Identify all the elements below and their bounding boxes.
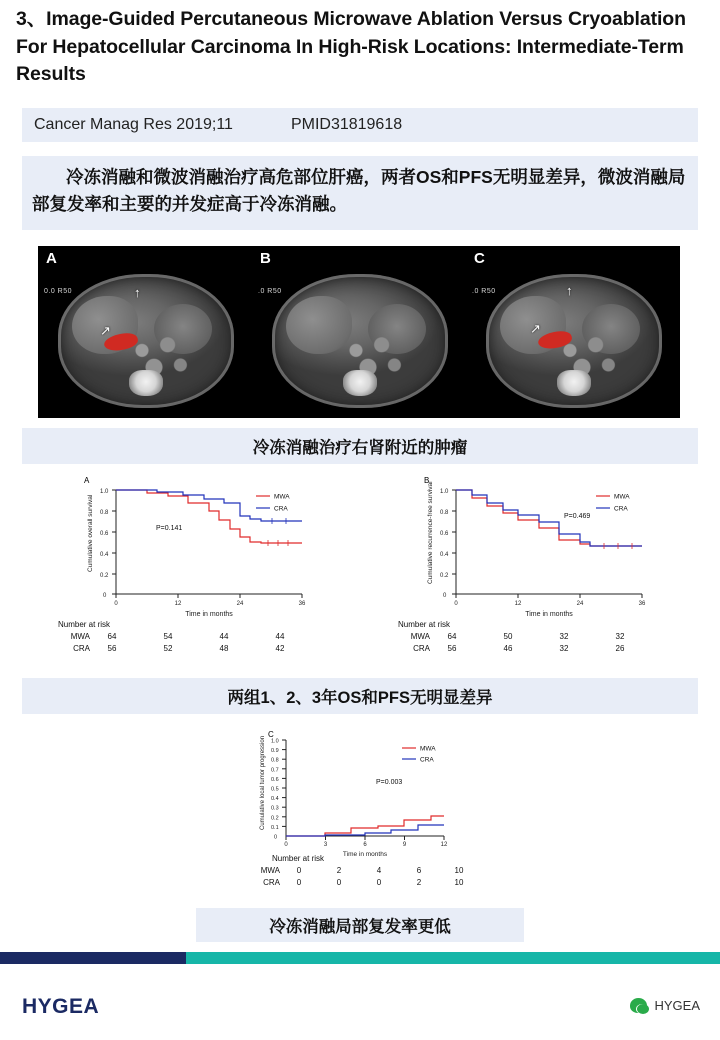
risk-cell: 4 bbox=[376, 865, 382, 875]
risk-row-label: CRA bbox=[263, 877, 280, 887]
svg-text:0.2: 0.2 bbox=[100, 573, 109, 579]
wechat-account bbox=[630, 998, 700, 1013]
svg-text:24: 24 bbox=[576, 601, 584, 607]
chart-b-risk-table bbox=[390, 620, 636, 654]
svg-text:9: 9 bbox=[402, 842, 407, 848]
risk-row bbox=[50, 642, 296, 654]
risk-cell: 0 bbox=[336, 877, 342, 887]
chart-a-risk-table bbox=[50, 620, 296, 654]
svg-text:0: 0 bbox=[114, 601, 118, 607]
page-title: 3、Image-Guided Percutaneous Microwave Ablation Versus Cryoablation For Hepatocellular Carcinoma In High-Risk Locations: Intermediate-Term Results bbox=[16, 8, 686, 86]
svg-text:36: 36 bbox=[298, 601, 306, 607]
svg-text:0.9: 0.9 bbox=[271, 748, 279, 755]
chart-b-legend-cra: CRA bbox=[614, 505, 628, 513]
risk-cell: 32 bbox=[559, 643, 569, 653]
risk-cell: 64 bbox=[107, 631, 117, 641]
risk-cell: 26 bbox=[615, 643, 625, 653]
chart-c-risk-table bbox=[220, 854, 472, 888]
risk-cell: 64 bbox=[447, 631, 457, 641]
svg-text:0: 0 bbox=[443, 593, 447, 599]
svg-text:0.6: 0.6 bbox=[440, 531, 449, 537]
risk-cell: 6 bbox=[416, 865, 422, 875]
svg-text:0: 0 bbox=[274, 834, 278, 841]
svg-text:1.0: 1.0 bbox=[440, 489, 449, 495]
svg-text:0: 0 bbox=[103, 593, 107, 599]
svg-text:1.0: 1.0 bbox=[271, 738, 279, 745]
chart-a-pvalue: P=0.141 bbox=[156, 525, 183, 532]
risk-cell: 48 bbox=[219, 643, 229, 653]
ct-panel-c bbox=[466, 246, 680, 418]
risk-cell: 54 bbox=[163, 631, 173, 641]
svg-text:0.1: 0.1 bbox=[271, 824, 279, 831]
ct-panel-b bbox=[252, 246, 466, 418]
ct-abdomen-b bbox=[272, 274, 448, 408]
caption-km-ab-text: 两组1、2、3年OS和PFS无明显差异 bbox=[227, 689, 493, 707]
footer-bar-left bbox=[0, 952, 186, 964]
caption-km-ab bbox=[22, 678, 698, 714]
chart-b-svg bbox=[386, 472, 686, 622]
svg-text:24: 24 bbox=[236, 601, 244, 607]
risk-row bbox=[50, 630, 296, 642]
caption-km-c-text: 冷冻消融局部复发率更低 bbox=[269, 918, 451, 936]
wechat-icon bbox=[630, 998, 647, 1013]
svg-text:0.8: 0.8 bbox=[440, 510, 449, 516]
citation-journal: Cancer Manag Res 2019;11 bbox=[34, 116, 233, 133]
risk-cell: 56 bbox=[107, 643, 117, 653]
footer-logo: HYGEA bbox=[22, 995, 100, 1018]
ct-abdomen-a bbox=[58, 274, 234, 408]
citation-bar bbox=[22, 108, 698, 142]
chart-c-legend-cra: CRA bbox=[420, 756, 434, 764]
risk-cell: 0 bbox=[296, 877, 302, 887]
chart-b-ylabel: Cumulative recurrence-free survival bbox=[427, 481, 434, 584]
risk-cell: 2 bbox=[416, 877, 422, 887]
chart-c-series-cra bbox=[286, 825, 444, 836]
svg-text:12: 12 bbox=[440, 842, 448, 848]
ct-panel-a bbox=[38, 246, 252, 418]
risk-cell: 10 bbox=[454, 865, 464, 875]
ct-abdomen-c bbox=[486, 274, 662, 408]
ct-panel-c-meta: .0 R50 bbox=[472, 288, 496, 295]
ct-arrow-icon: ↑ bbox=[134, 285, 141, 300]
svg-text:0.2: 0.2 bbox=[440, 573, 449, 579]
risk-row bbox=[220, 876, 472, 888]
chart-panel-a bbox=[46, 472, 346, 672]
chart-panel-b bbox=[386, 472, 686, 672]
chart-c-svg bbox=[226, 726, 494, 858]
svg-text:0: 0 bbox=[284, 842, 288, 848]
ct-panel-b-label: B bbox=[260, 250, 271, 267]
risk-row bbox=[220, 864, 472, 876]
chart-a-ylabel: Cumulative overall survival bbox=[87, 494, 94, 572]
svg-text:0.4: 0.4 bbox=[271, 796, 279, 803]
svg-text:0: 0 bbox=[454, 601, 458, 607]
svg-text:0.5: 0.5 bbox=[271, 786, 279, 793]
ct-arrow-icon: ↑ bbox=[566, 283, 573, 298]
risk-row-label: MWA bbox=[410, 631, 430, 641]
ct-spine bbox=[343, 370, 377, 396]
ct-arrow-icon: ↗ bbox=[100, 323, 111, 338]
chart-a-xlabel: Time in months bbox=[185, 611, 233, 618]
risk-cell: 52 bbox=[163, 643, 173, 653]
risk-table-title: Number at risk bbox=[398, 620, 451, 629]
chart-c-xlabel: Time in months bbox=[342, 851, 388, 858]
risk-row-label: CRA bbox=[73, 643, 90, 653]
svg-text:3: 3 bbox=[323, 842, 328, 848]
ct-panel-c-label: C bbox=[474, 250, 485, 267]
caption-km-c bbox=[196, 908, 524, 942]
risk-cell: 44 bbox=[275, 631, 285, 641]
risk-row bbox=[390, 642, 636, 654]
chart-a-svg bbox=[46, 472, 346, 622]
chart-b-pvalue: P=0.469 bbox=[564, 513, 591, 520]
risk-cell: 56 bbox=[447, 643, 457, 653]
risk-table-title: Number at risk bbox=[58, 620, 111, 629]
risk-cell: 46 bbox=[503, 643, 513, 653]
caption-ct-text: 冷冻消融治疗右肾附近的肿瘤 bbox=[252, 439, 468, 457]
chart-c-legend-mwa: MWA bbox=[420, 745, 436, 753]
chart-c-pvalue: P=0.003 bbox=[376, 779, 403, 786]
footer-bar-right bbox=[186, 952, 720, 964]
risk-cell: 0 bbox=[296, 865, 302, 875]
ct-arrow-icon: ↗ bbox=[530, 321, 541, 336]
ct-spine bbox=[557, 370, 591, 396]
svg-text:12: 12 bbox=[514, 601, 522, 607]
risk-cell: 32 bbox=[559, 631, 569, 641]
conclusion-text: 冷冻消融和微波消融治疗高危部位肝癌，两者OS和PFS无明显差异，微波消融局部复发率和主要的并发症高于冷冻消融。 bbox=[22, 156, 698, 230]
svg-text:0.6: 0.6 bbox=[271, 776, 279, 783]
svg-text:1.0: 1.0 bbox=[100, 489, 109, 495]
svg-text:0.2: 0.2 bbox=[271, 815, 279, 822]
svg-text:0.4: 0.4 bbox=[100, 552, 109, 558]
risk-cell: 44 bbox=[219, 631, 229, 641]
svg-text:0.3: 0.3 bbox=[271, 805, 279, 812]
citation-pmid: PMID31819618 bbox=[290, 116, 403, 133]
svg-text:0.7: 0.7 bbox=[271, 767, 279, 774]
risk-row-label: MWA bbox=[70, 631, 90, 641]
svg-text:36: 36 bbox=[638, 601, 646, 607]
risk-cell: 42 bbox=[275, 643, 285, 653]
ct-panel-b-meta: .0 R50 bbox=[258, 288, 282, 295]
chart-c-panel-label: C bbox=[268, 730, 274, 739]
risk-cell: 10 bbox=[454, 877, 464, 887]
ct-image-strip bbox=[38, 246, 680, 418]
svg-text:0.6: 0.6 bbox=[100, 531, 109, 537]
risk-table-title: Number at risk bbox=[272, 854, 325, 863]
svg-text:6: 6 bbox=[363, 842, 367, 848]
risk-cell: 2 bbox=[336, 865, 342, 875]
risk-row-label: CRA bbox=[413, 643, 430, 653]
chart-b-legend-mwa: MWA bbox=[614, 493, 630, 501]
risk-row bbox=[390, 630, 636, 642]
svg-text:0.8: 0.8 bbox=[271, 757, 279, 764]
chart-a-legend-mwa: MWA bbox=[274, 493, 290, 501]
chart-panel-c bbox=[226, 726, 494, 904]
chart-a-legend-cra: CRA bbox=[274, 505, 288, 513]
ct-spine bbox=[129, 370, 163, 396]
risk-cell: 0 bbox=[376, 877, 382, 887]
svg-text:12: 12 bbox=[174, 601, 182, 607]
chart-b-xlabel: Time in months bbox=[525, 611, 573, 618]
risk-cell: 32 bbox=[615, 631, 625, 641]
ct-panel-a-meta: 0.0 R50 bbox=[44, 288, 73, 295]
chart-b-panel-label: B bbox=[424, 476, 430, 485]
svg-text:0.4: 0.4 bbox=[440, 552, 449, 558]
svg-text:0.8: 0.8 bbox=[100, 510, 109, 516]
risk-cell: 50 bbox=[503, 631, 513, 641]
caption-ct bbox=[22, 428, 698, 464]
risk-row-label: MWA bbox=[260, 865, 280, 875]
chart-c-ylabel: Cumulative local tumor progression bbox=[260, 735, 266, 830]
wechat-label: HYGEA bbox=[654, 998, 700, 1013]
chart-a-panel-label: A bbox=[84, 476, 90, 485]
ct-panel-a-label: A bbox=[46, 250, 57, 267]
